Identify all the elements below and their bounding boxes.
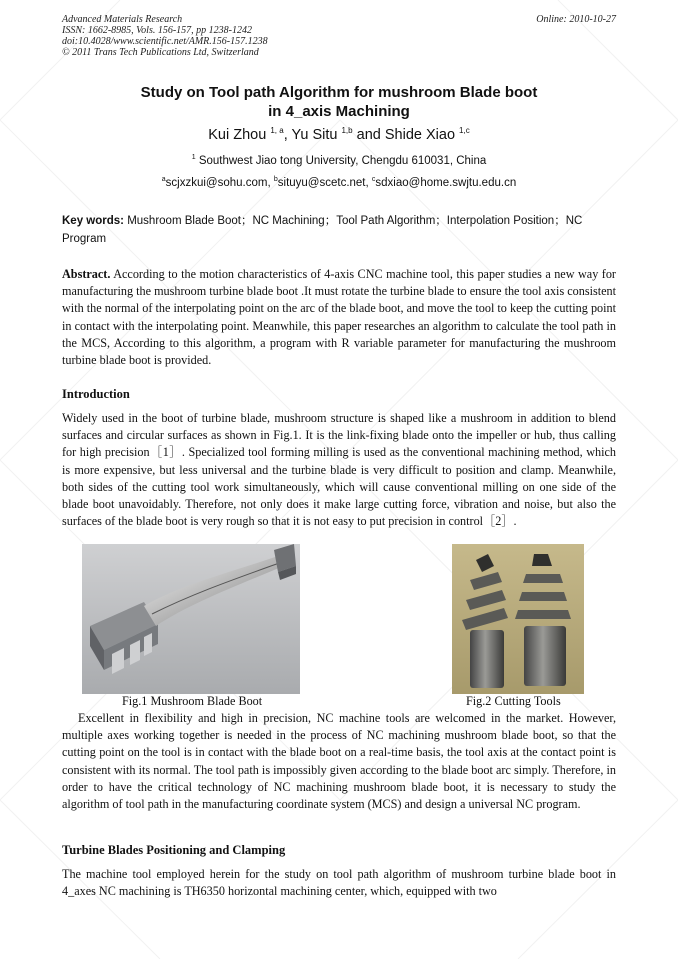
figure-1-image [82, 544, 300, 694]
online-date: Online: 2010-10-27 [536, 14, 616, 25]
author-separator: , [283, 127, 288, 143]
section-2-para-1: The machine tool employed herein for the study on tool path algorithm of mushroom turbine blade boot in 4_axes NC machining is TH6350 horizontal machining center, which, equipped with two [62, 867, 616, 899]
email-line [62, 176, 616, 189]
paper-title-line1: Study on Tool path Algorithm for mushroom Blade boot [140, 84, 538, 101]
keywords-label: Key words: [62, 215, 124, 227]
author-1-sup: 1, a [270, 126, 284, 135]
introduction-para-1: Widely used in the boot of turbine blade, mushroom structure is shaped like a mushroom in addition to blend surfaces and circular surfaces as shown in Fig.1. It is the link-fixing blade onto the impeller or hub, thus calling for high precision［1］. Specialized tool forming milling is used as the conventional machining method, which is more expensive, but less universal and the turbine blade is very difficult to position and clamp. Meanwhile, both sides of the cutting tool work simultaneously, which will cause conventional milling on one side of the blade boot unavoidably. Therefore, not only does it make large cutting force, vibration and noise, but also the surfaces of the blade boot is very rough so that it is not easy to put precision in control［2］. [62, 411, 616, 529]
keywords [62, 212, 616, 248]
journal-name: Advanced Materials Research [62, 14, 183, 25]
author-1: Kui Zhou [208, 127, 267, 143]
paper-title-line2: in 4_axis Machining [268, 103, 410, 120]
abstract [62, 266, 616, 369]
affiliation-text: Southwest Jiao tong University, Chengdu 610031, China [198, 155, 487, 167]
doi-line: doi:10.4028/www.scientific.net/AMR.156-157.1238 [62, 36, 268, 47]
issn-line: ISSN: 1662-8985, Vols. 156-157, pp 1238-1242 [62, 25, 252, 36]
email-b: situyu@scetc.net, [277, 177, 369, 189]
author-3-sup: 1,c [459, 126, 470, 135]
keywords-text: Mushroom Blade Boot；NC Machining；Tool Path Algorithm；Interpolation Position；NC Program [62, 215, 583, 245]
email-b-sup: b [273, 176, 278, 183]
introduction-heading: Introduction [62, 387, 130, 401]
figure-1-caption: Fig.1 Mushroom Blade Boot [122, 694, 263, 708]
figure-2-caption: Fig.2 Cutting Tools [466, 694, 561, 708]
author-and: and [356, 127, 381, 143]
author-2-sup: 1,b [341, 126, 353, 135]
author-3: Shide Xiao [384, 127, 456, 143]
email-a-sup: a [161, 176, 166, 183]
introduction-para-2: Excellent in flexibility and high in precision, NC machine tools are welcomed in the market. However, multiple axes working together is needed in the process of NC machining mushroom blade boot, so that the cutting point on the tool is in contact with the blade boot on a real-time basis, the tool axis at the contact point is consistent with its normal. The tool path is impossibly given according to the blade boot arc simply. Therefore, in order to have the critical technology of NC machining mushroom blade boot, it is necessary to study the algorithm of tool path in the manufacturing coordinate system (MCS) and design a universal NC program. [62, 711, 616, 812]
copyright-line: © 2011 Trans Tech Publications Ltd, Switzerland [62, 47, 259, 58]
abstract-label: Abstract. [62, 267, 111, 281]
email-a: scjxzkui@sohu.com, [165, 177, 271, 189]
section-2-heading: Turbine Blades Positioning and Clamping [62, 843, 286, 857]
email-c: sdxiao@home.swjtu.edu.cn [375, 177, 517, 189]
figure-2-image [452, 544, 584, 694]
author-2: Yu Situ [291, 127, 338, 143]
email-c-sup: c [371, 176, 376, 183]
author-list [62, 126, 616, 143]
abstract-text: According to the motion characteristics of 4-axis CNC machine tool, this paper studies a new way for manufacturing the mushroom turbine blade boot .It must rotate the turbine blade to ensure the tool axis consistent with the normal of the interpolating point on the arc of the blade boot, and move the tool to keep the cutting point in contact with the interpolating point. Meanwhile, this paper researches an algorithm to calculate the tool path in the MCS, According to this algorithm, a program with R variable parameter for manufacturing the mushroom turbine blade boot is provided. [62, 267, 616, 368]
affiliation [62, 154, 616, 167]
affiliation-sup: 1 [191, 154, 196, 161]
